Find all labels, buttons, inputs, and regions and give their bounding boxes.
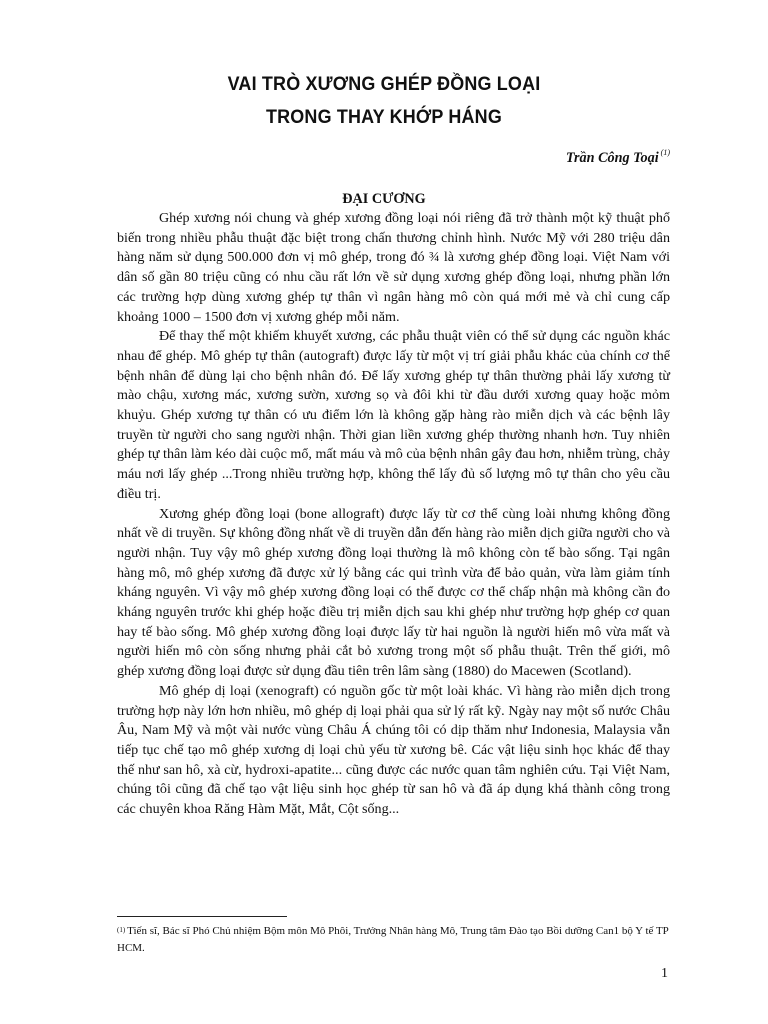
author-name: Trần Công Toại — [565, 150, 659, 166]
section-heading: ĐẠI CƯƠNG — [342, 191, 426, 207]
document-title-line-2: TRONG THAY KHỚP HÁNG — [266, 106, 502, 128]
author-footnote-mark: (1) — [660, 148, 670, 157]
body-text — [117, 209, 670, 820]
footnote-text: Tiến sĩ, Bác sĩ Phó Chủ nhiệm Bộm môn Mô Phôi, Trưởng Nhân hàng Mô, Trung tâm Đào tạo Bồi dưỡng Can1 bộ Y tế TP HCM. — [117, 925, 669, 954]
paragraph-1: Ghép xương nói chung và ghép xương đồng loại nói riêng đã trở thành một kỹ thuật phổ biến trong nhiều phẫu thuật đặc biệt trong chấn thương chỉnh hình. Nước Mỹ với 280 triệu dân hàng năm sử dụng 500.000 đơn vị mô ghép, trong đó ¾ là xương ghép đồng loại. Việt Nam với dân số gần 80 triệu cũng có nhu cầu rất lớn về sử dụng xương ghép đồng loại, nhưng phần lớn các trường hợp dùng xương ghép tự thân vì ngân hàng mô còn quá mới mẻ và chỉ cung cấp khoảng 1000 – 1500 đơn vị xương ghép mỗi năm. — [117, 210, 670, 325]
paragraph-3: Xương ghép đồng loại (bone allograft) được lấy từ cơ thể cùng loài nhưng không đồng nhất về di truyền. Sự không đồng nhất về di truyền dẫn đến hàng rào miễn dịch giữa người cho và người nhận. Tuy vậy mô ghép xương đồng loại thường là mô không còn tế bào sống. Tại ngân hàng mô, mô ghép xương đã được xử lý bằng các qui trình vừa để bảo quản, vừa làm giảm tính kháng nguyên. Vì vậy mô ghép xương đồng loại có thể được cơ thể chấp nhận mà không cần đo kháng nguyên trước khi ghép hoặc điều trị miễn dịch sau khi ghép như trường hợp ghép cơ quan hay tế bào sống. Mô ghép xương đồng loại được lấy từ hai nguồn là người hiến mô vừa mất và người hiến mô còn sống nhưng phải cắt bỏ xương trong một số phẫu thuật. Trên thế giới, mô ghép xương đồng loại được sử dụng đầu tiên trên lâm sàng (1880) do Macewen (Scotland). — [117, 505, 670, 680]
document-title-line-1: VAI TRÒ XƯƠNG GHÉP ĐỒNG LOẠI — [227, 73, 541, 95]
footnote-divider — [117, 916, 287, 917]
footnote — [117, 923, 670, 957]
author-line — [566, 150, 670, 167]
footnote-mark: (1) — [117, 926, 126, 934]
paragraph-2: Để thay thế một khiếm khuyết xương, các phẫu thuật viên có thể sử dụng các nguồn khác nhau để ghép. Mô ghép tự thân (autograft) được lấy từ một vị trí giải phẫu khác của chính cơ thể bệnh nhân để dùng lại cho bệnh nhân đó. Để lấy xương ghép tự thân thường phải lấy xương từ mào chậu, xương mác, xương sườn, xương sọ và đôi khi từ đầu dưới xương quay hoặc mỏm khuỷu. Ghép xương tự thân có ưu điểm lớn là không gặp hàng rào miễn dịch và các bệnh lây truyền từ người cho sang người nhận. Thời gian liền xương ghép thường nhanh hơn. Tuy nhiên ghép tự thân làm kéo dài cuộc mổ, mất máu và mô của bệnh nhân gây đau hơn, nhiễm trùng, chảy máu nơi lấy ghép ...Trong nhiều trường hợp, không thể lấy đủ số lượng mô tự thân cho yêu cầu điều trị. — [117, 328, 670, 502]
paragraph-4: Mô ghép dị loại (xenograft) có nguồn gốc từ một loài khác. Vì hàng rào miễn dịch trong trường hợp này lớn hơn nhiều, mô ghép dị loại phải qua sử lý rất kỹ. Ngày nay một số nước Châu Âu, Nam Mỹ và một vài nước vùng Châu Á chúng tôi có dịp thăm như Indonesia, Malaysia vẫn tiếp tục chế tạo mô ghép xương dị loại chủ yếu từ xương bê. Các vật liệu sinh học khác để thay thế như san hô, xà cừ, hydroxi-apatite... cũng được các nước quan tâm nghiên cứu. Tại Việt Nam, chúng tôi cũng đã chế tạo vật liệu sinh học ghép từ san hô và đã áp dụng khá thành công trong các chuyên khoa Răng Hàm Mặt, Mắt, Cột sống... — [117, 682, 670, 818]
page-number: 1 — [661, 966, 668, 981]
